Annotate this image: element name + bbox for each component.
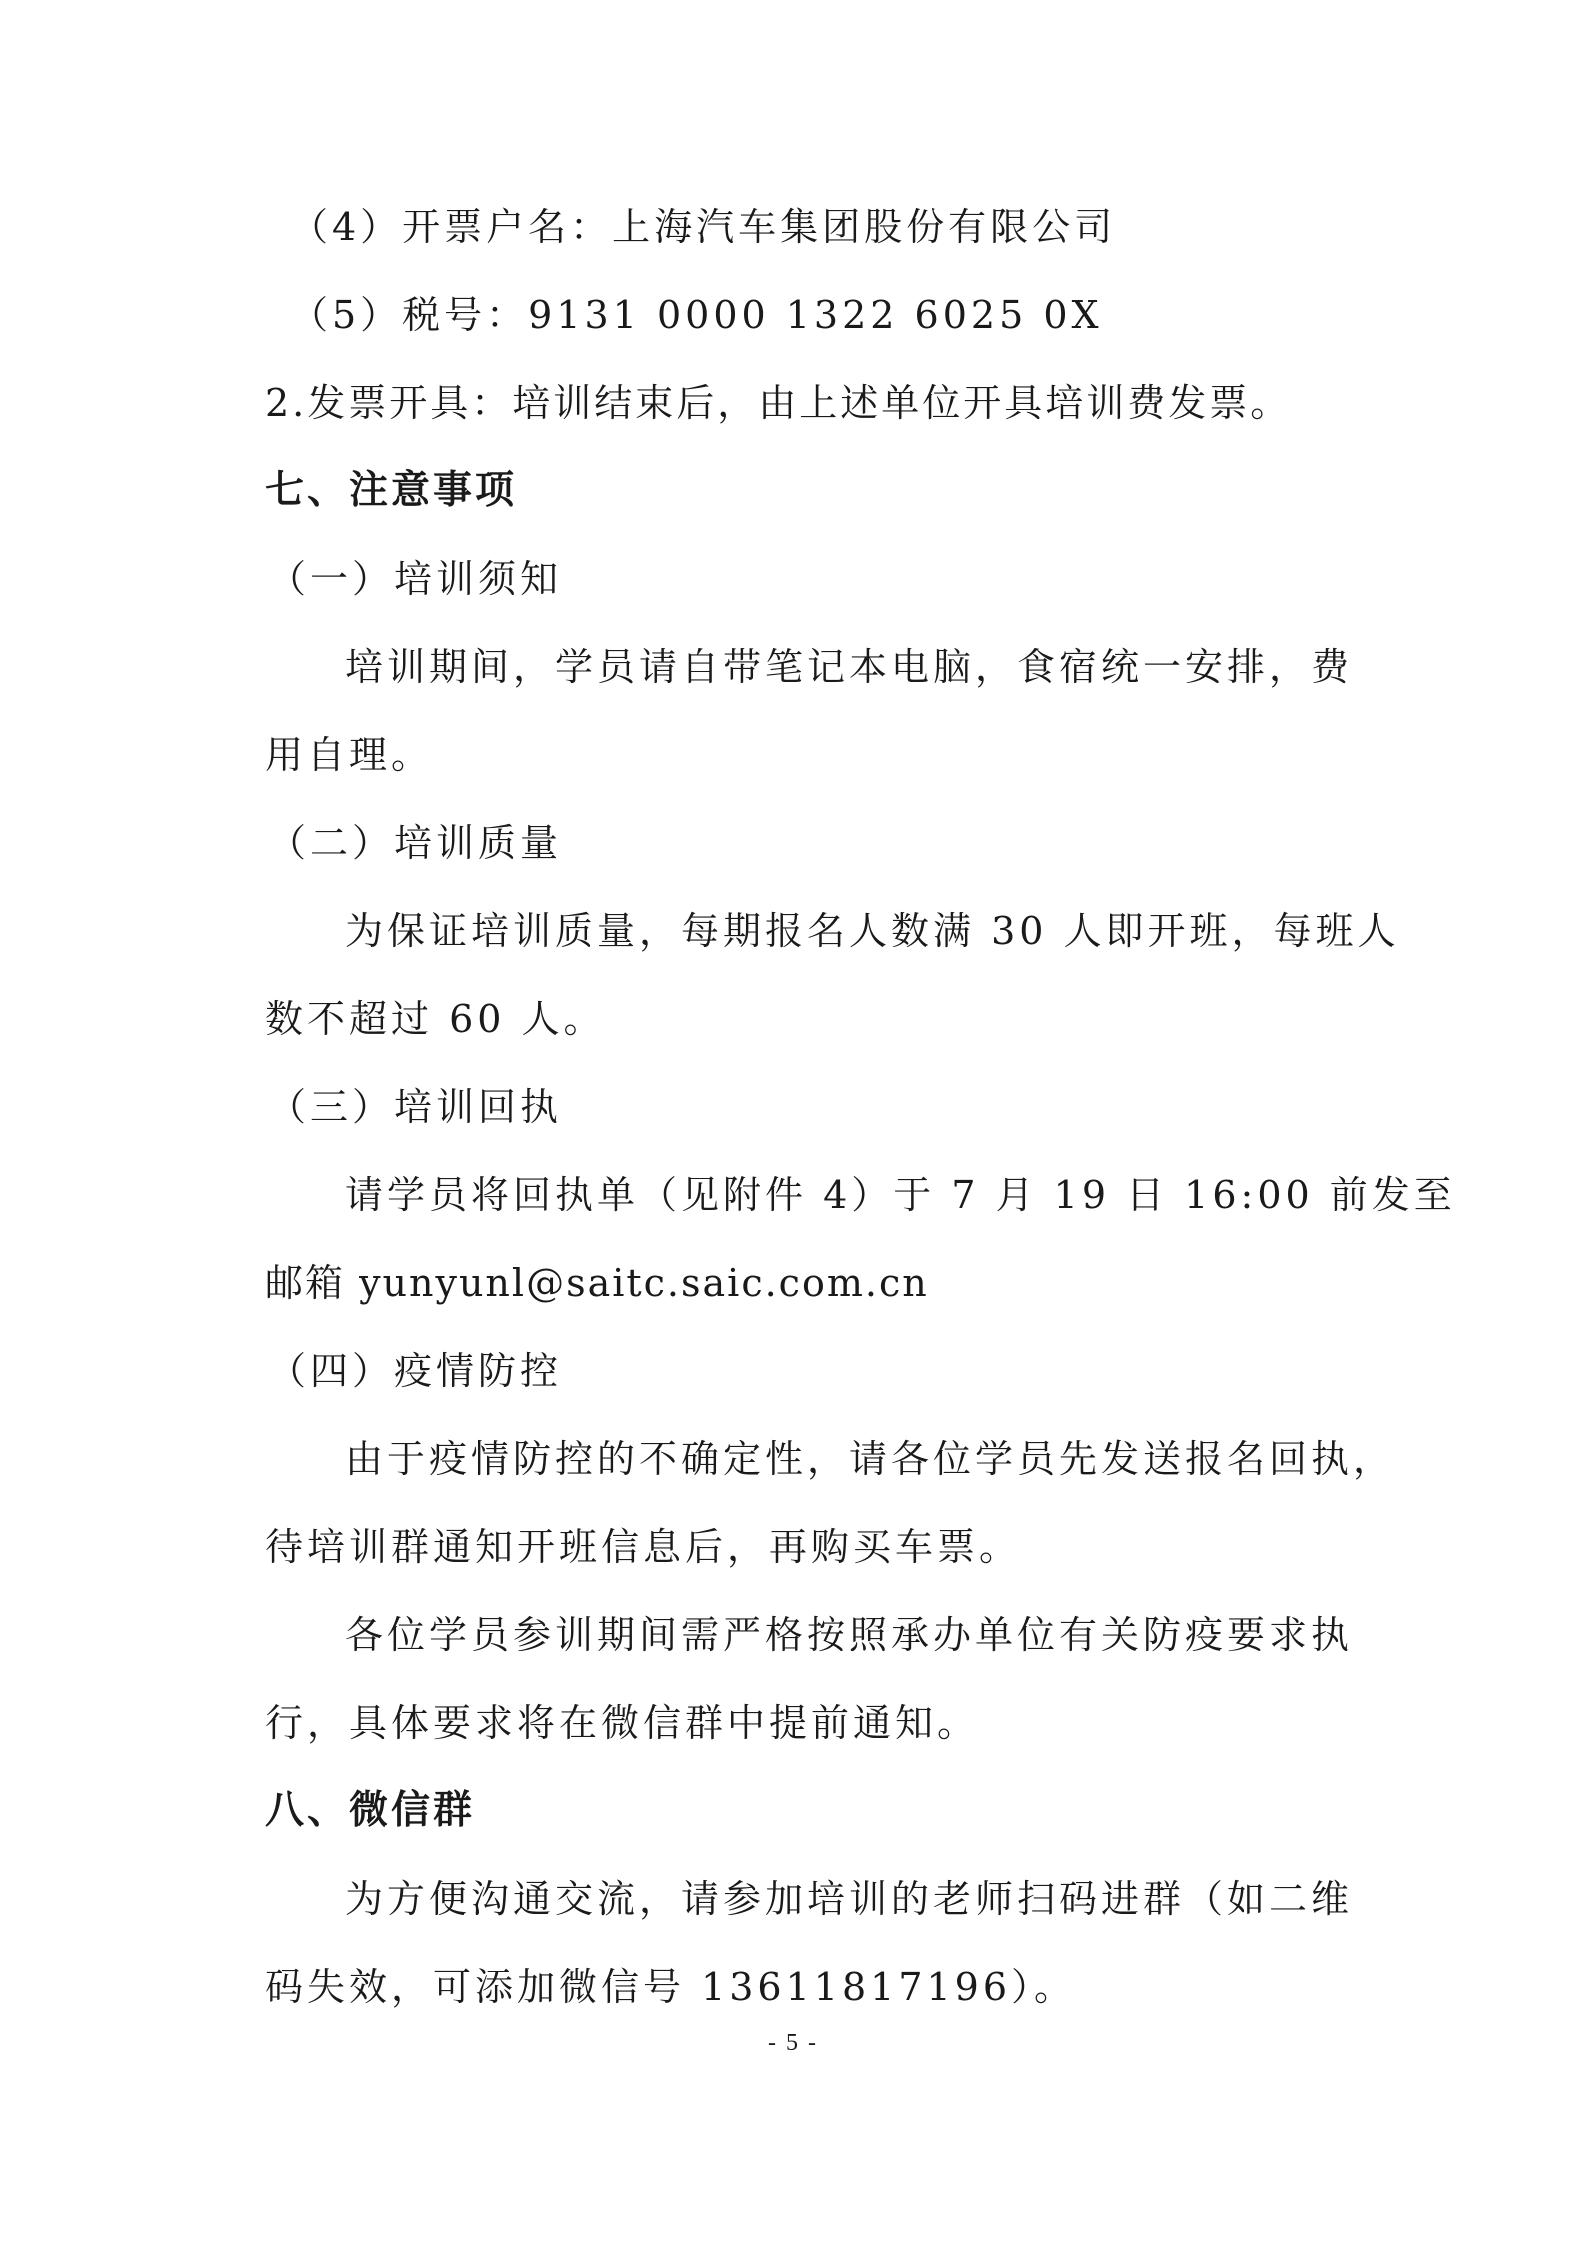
section-8-title: 八、微信群	[265, 1788, 476, 1833]
training-receipt-line-1: 请学员将回执单（见附件 4）于 7 月 19 日 16:00 前发至	[345, 1173, 1456, 1217]
invoice-issuing: 2.发票开具：培训结束后，由上述单位开具培训费发票。	[265, 381, 1292, 425]
epidemic-control-p2-line-1: 各位学员参训期间需严格按照承办单位有关防疫要求执	[345, 1613, 1354, 1657]
training-receipt-email-line: 邮箱 yunyunl@saitc.saic.com.cn	[265, 1261, 929, 1305]
invoice-tax-number: （5）税号：9131 0000 1322 6025 0X	[290, 293, 1103, 337]
training-notice-line-2: 用自理。	[265, 733, 434, 777]
training-quality-line-2: 数不超过 60 人。	[265, 997, 606, 1041]
subsection-training-quality-title: （二）培训质量	[268, 821, 563, 865]
training-notice-line-1: 培训期间，学员请自带笔记本电脑，食宿统一安排，费	[345, 645, 1354, 689]
epidemic-control-p1-line-1: 由于疫情防控的不确定性，请各位学员先发送报名回执，	[345, 1437, 1396, 1481]
training-quality-line-1: 为保证培训质量，每期报名人数满 30 人即开班，每班人	[345, 909, 1400, 953]
epidemic-control-p1-line-2: 待培训群通知开班信息后，再购买车票。	[265, 1525, 1022, 1569]
subsection-epidemic-control-title: （四）疫情防控	[268, 1349, 563, 1393]
page-number: - 5 -	[768, 2030, 818, 2056]
section-7-title: 七、注意事项	[265, 468, 518, 513]
subsection-training-receipt-title: （三）培训回执	[268, 1085, 563, 1129]
epidemic-control-p2-line-2: 行，具体要求将在微信群中提前通知。	[265, 1701, 980, 1745]
invoice-account-name: （4）开票户名：上海汽车集团股份有限公司	[290, 205, 1117, 249]
wechat-group-line-2: 码失效，可添加微信号 13611817196）。	[265, 1965, 1077, 2009]
subsection-training-notice-title: （一）培训须知	[268, 557, 563, 601]
wechat-group-line-1: 为方便沟通交流，请参加培训的老师扫码进群（如二维	[345, 1877, 1354, 1921]
